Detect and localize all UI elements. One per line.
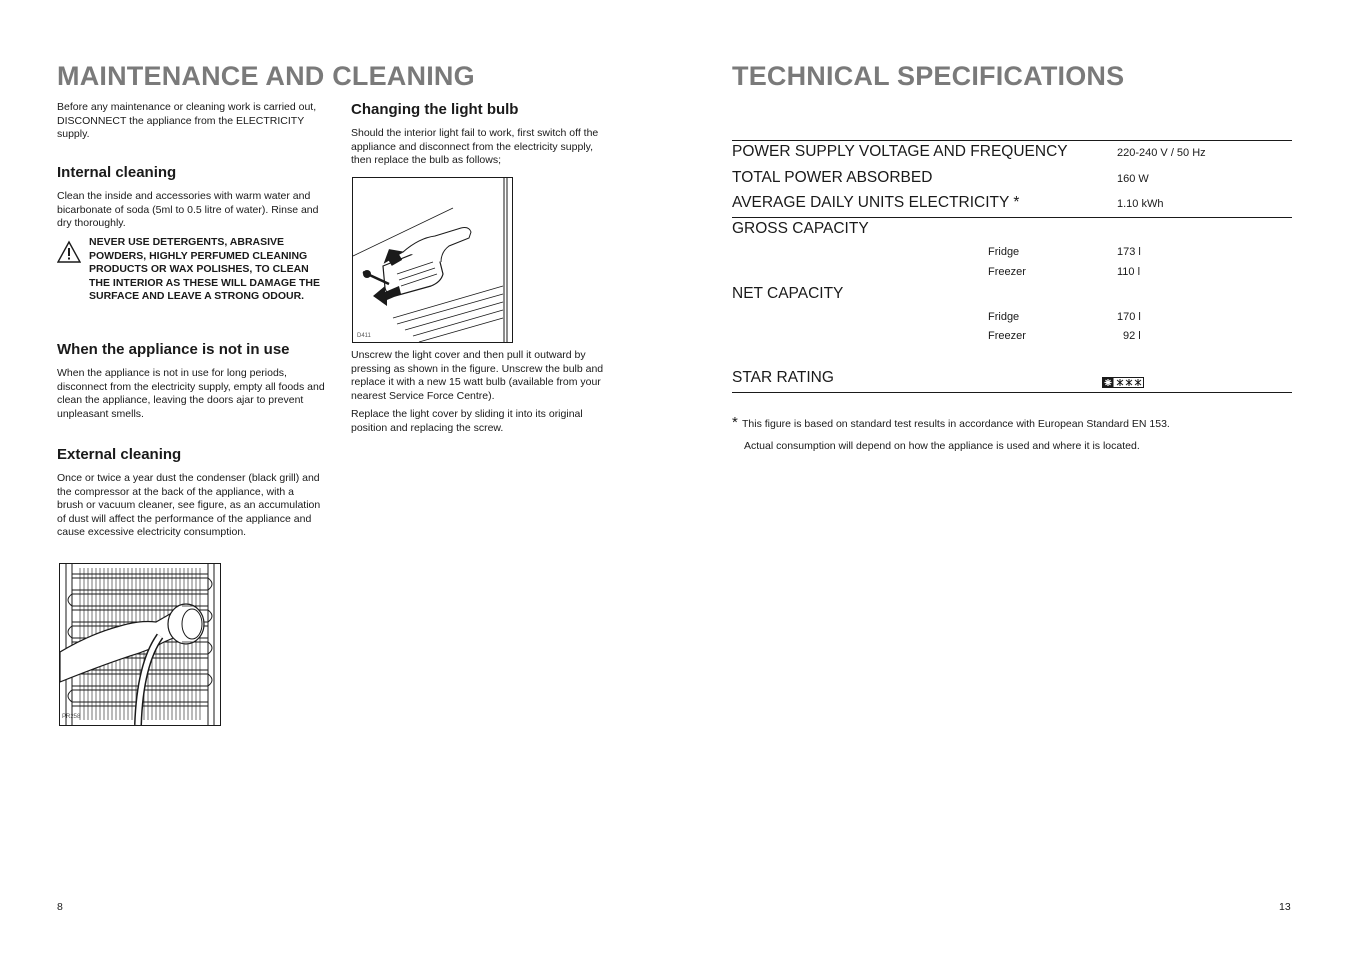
daily-units-label: AVERAGE DAILY UNITS ELECTRICITY *: [732, 194, 1020, 211]
internal-cleaning-warning: NEVER USE DETERGENTS, ABRASIVE POWDERS, HIGHLY PERFUMED CLEANING PRODUCTS OR WAX POLISHES, TO CLEAN THE INTERIOR AS THESE WILL DAMAGE THE SURFACE AND LEAVE A STRONG ODOUR.: [89, 236, 321, 303]
left-page-number: 8: [57, 901, 63, 913]
gross-freezer-label: Freezer: [988, 266, 1026, 278]
warning-triangle-icon: [57, 240, 81, 264]
footnote-line-2: Actual consumption will depend on how the appliance is used and where it is located.: [744, 440, 1140, 452]
power-label: TOTAL POWER ABSORBED: [732, 169, 933, 186]
voltage-value: 220-240 V / 50 Hz: [1117, 147, 1206, 159]
right-page-number: 13: [1279, 901, 1291, 913]
light-bulb-heading: Changing the light bulb: [351, 101, 519, 118]
maintenance-title: MAINTENANCE AND CLEANING: [57, 61, 475, 91]
voltage-label: POWER SUPPLY VOLTAGE AND FREQUENCY: [732, 143, 1068, 160]
technical-specifications-title: TECHNICAL SPECIFICATIONS: [732, 61, 1125, 91]
not-in-use-heading: When the appliance is not in use: [57, 341, 290, 358]
footnote-line-1: This figure is based on standard test results in accordance with European Standard EN 153.: [742, 418, 1170, 430]
net-capacity-label: NET CAPACITY: [732, 285, 844, 302]
condenser-cleaning-figure: [59, 563, 221, 726]
daily-units-value: 1.10 kWh: [1117, 198, 1164, 210]
light-bulb-figure: [352, 177, 513, 343]
light-bulb-figure-code: D411: [357, 333, 371, 339]
spec-table-top-rule: [732, 140, 1292, 141]
four-star-freezer-rating-icon: [1102, 375, 1144, 386]
footnote-marker: *: [732, 414, 738, 431]
light-bulb-replace-text: Replace the light cover by sliding it into its original position and replacing the screw.: [351, 408, 583, 434]
condenser-figure-code: PR258: [62, 714, 81, 720]
net-freezer-label: Freezer: [988, 330, 1026, 342]
gross-fridge-label: Fridge: [988, 246, 1020, 258]
light-bulb-steps-text: Unscrew the light cover and then pull it outward by pressing as shown in the figure. Unscrew the bulb and replace it with a new 15 watt bulb (available from your nearest Service Force Centre).: [351, 349, 604, 402]
spec-table-bottom-rule: [732, 392, 1292, 393]
power-value: 160 W: [1117, 173, 1149, 185]
gross-fridge-value: 173 l: [1117, 246, 1141, 258]
not-in-use-text: When the appliance is not in use for long periods, disconnect from the electricity supply, empty all foods and clean the appliance, leaving the doors ajar to prevent unpleasant smells.: [57, 367, 325, 420]
star-rating-label: STAR RATING: [732, 369, 834, 386]
internal-cleaning-text: Clean the inside and accessories with warm water and bicarbonate of soda (5ml to 0.5 litre of water). Rinse and dry thoroughly.: [57, 190, 319, 230]
light-bulb-intro-text: Should the interior light fail to work, first switch off the appliance and disconnect from the electricity supply, then replace the bulb as follows;: [351, 127, 599, 167]
internal-cleaning-heading: Internal cleaning: [57, 164, 177, 181]
net-freezer-value: 92 l: [1123, 330, 1141, 342]
spec-table-middle-rule: [732, 217, 1292, 218]
gross-freezer-value: 110 l: [1117, 266, 1141, 278]
maintenance-intro: Before any maintenance or cleaning work is carried out, DISCONNECT the appliance from the ELECTRICITY supply.: [57, 101, 317, 141]
condenser-illustration: [60, 564, 220, 725]
light-bulb-illustration: [353, 178, 512, 342]
net-fridge-value: 170 l: [1117, 311, 1141, 323]
external-cleaning-text: Once or twice a year dust the condenser (black grill) and the compressor at the back of the appliance, with a brush or vacuum cleaner, see figure, as an accumulation of dust will affect the performance of the appliance and cause excessive electricity consumption.: [57, 472, 321, 539]
gross-capacity-label: GROSS CAPACITY: [732, 220, 869, 237]
external-cleaning-heading: External cleaning: [57, 446, 182, 463]
net-fridge-label: Fridge: [988, 311, 1020, 323]
